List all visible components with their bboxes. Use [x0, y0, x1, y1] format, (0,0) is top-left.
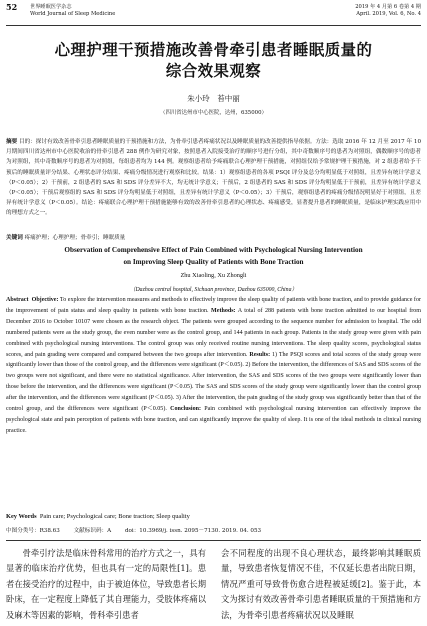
section-divider: [6, 540, 421, 541]
authors-cn: 朱小玲 苔中丽: [187, 94, 240, 103]
abstract-cn-label: 摘要: [6, 139, 18, 145]
body-column-2: 会不同程度的出现不良心理状态，最终影响其睡眠质量，导致患者恢复情况不佳，不仅延长患者出院日期，情况严重可导致骨伤愈合进程被延缓[2]。鉴于此，本文为探讨有效改善骨牵引患者睡眠质量的干预措施和方法，为骨牵引患者疼痛状况以及睡眠: [221, 548, 421, 620]
methods-text: A total of 288 patients with bone traction admitted to our hospital from December 2016 to October 10107 were chosen as the research object. The patients were grouped according to the sequence number for admission to hospital. The odd numbered patients were as the study group, the even number were as the control group, and 144 patients in each group. Patients in the study group were given with pain combined with psychological nursing interventions. The control group was only received routine nursing interventions. The sleep quality scores, psychological status scores, and pain grading were compared and compared between the two groups after intervention.: [6, 307, 421, 358]
methods-label: Methods:: [211, 307, 236, 314]
journal-name: [30, 4, 115, 18]
keywords-en-label: Key Words: [6, 513, 37, 520]
objective-label: Objective:: [31, 297, 59, 303]
issue-en: April. 2019, Vol. 6, No. 4: [356, 11, 421, 17]
body-column-1: 骨牵引疗法是临床骨科常用的治疗方式之一，具有显著的临床治疗优势，但也具有一定的局限性[1]。患者在接受治疗的过程中，由于被迫体位，导致患者长期卧床，在一定程度上降低了其自理能力，受肢体疼痛以及麻木等因素的影响，骨科牵引患者: [6, 548, 206, 620]
issue-cn: 2019 年 4 月第 6 卷第 4 期: [355, 4, 421, 10]
abstract-cn: [6, 137, 421, 219]
issue-info: [355, 4, 421, 18]
results-label: Results:: [249, 351, 271, 358]
page-number: 52: [6, 2, 18, 12]
results-text: 1) The PSQI scores and total scores of the study group were significantly lower than those of the control group, and the differences were significant (P＜0.05). 2) Before the intervention, the differences of SAS and SDS scores of the two groups were not significant, and there were no statistical significance. After intervention, the SAS and SDS scores of the two groups were significantly lower than those before the intervention, and the differences were significant (P＜0.05). The SAS and SDS scores of the study group were significantly lower than the control group after the intervention, and the differences were significant (P＜0.05). 3) After the intervention, the pain grading of the study group was significantly better than that of the control group, and the differences were significant (P＜0.05).: [6, 351, 422, 413]
doi: doi：10.3969/j. issn. 2095－7130. 2019. 04. 053: [124, 528, 262, 534]
objective-text: To explore the intervention measures and methods to effectively improve the sleep quality of patients with bone traction, and to provide guidance for the improvement of pain status and sleep quality in patients with bone traction.: [6, 297, 421, 314]
classification-metadata: [6, 526, 421, 534]
keywords-en-text: Pain care; Psychological care; Bone traction; Sleep quality: [39, 513, 190, 520]
document-code: 文献标识码：A: [73, 528, 112, 534]
article-title-line-1: 心理护理干预措施改善骨牵引患者睡眠质量的: [54, 41, 373, 59]
journal-name-cn: 世界睡眠医学杂志: [30, 4, 72, 10]
authors-en: Zhu Xiaoling, Xu Zhongli: [180, 272, 247, 279]
affiliation-cn: （四川省达州市中心医院，达州，635000）: [160, 110, 267, 116]
abstract-en: [6, 295, 421, 437]
keywords-en: [6, 513, 190, 520]
english-title-line-1: Observation of Comprehensive Effect of Pain Combined with Psychological Nursing Intervention: [64, 246, 363, 254]
keywords-cn: [6, 233, 125, 241]
abstract-cn-text: 目的：探讨有效改善骨牵引患者睡眠质量的干预措施和方法，为骨牵引患者疼痛状况以及睡眠质量的改善提供指导依据。方法：选取 2016 年 12 月至 2017 年 10 月期间四川省达州市中心医院收治的骨牵引患者 288 例作为研究对象，按照患者入院接受治疗的顺序号进行分组，其中奇数顺序号的患者为对照组，偶数顺序号的患者为对照组，其中奇数顺序号的患者为对照组，每组患者均为 144 例。观察组患者给予疼痛联合心理护理干预措施，对照组仅给予常规护理干预措施，对 2 组患者给予干预后的睡眠质量评分结果、心理状态评分结果、疼痛分级情况进行观察和比较。结果：1）观察组患者的各项 PSQI 评分及总分均明显低于对照组，且差异有统计学意义（P＜0.05）；2）干预前，2 组患者的 SAS 和 SDS 评分差异不大，均无统计学意义；干预后，2 组患者的 SAS 和 SDS 评分均明显低于干预前，且差异有统计学意义（P＜0.05）；干预后观察组的 SAS 和 SDS 评分均明显低于对照组，且差异有统计学意义（P＜0.05）；3）干预后，观察组患者的疼痛分级情况明显好于对照组，且差异有统计学意义（P＜0.05）。结论：疼痛联合心理护理干预措施能够有效的改善骨牵引患者的心理状态、疼痛感受，显著提升患者的睡眠质量，是临床护理实践应用中的理想方式之一。: [6, 139, 421, 217]
conclusion-label: Conclusion:: [170, 406, 201, 413]
journal-name-en: World Journal of Sleep Medicine: [30, 11, 116, 17]
conclusion-text: Pain combined with psychological nursing intervention can effectively improve the psychological state and pain perception of patients with bone traction, and can significantly improve the quality of sleep. It is one of the ideal methods in clinical nursing practice.: [6, 406, 422, 434]
clc-number: 中图分类号：R38.63: [6, 528, 60, 534]
running-header: [6, 3, 421, 26]
article-title-line-2: 综合效果观察: [165, 62, 262, 80]
english-title-line-2: on Improving Sleep Quality of Patients with Bone Traction: [123, 258, 304, 266]
keywords-cn-label: 关键词: [6, 235, 23, 241]
abstract-en-label: Abstract: [6, 297, 29, 303]
keywords-cn-text: 疼痛护理；心理护理；骨牵引；睡眠质量: [24, 235, 126, 241]
affiliation-en: （Dazhou central hospital, Sichuan province, Dazhou 635000, China）: [129, 287, 298, 293]
